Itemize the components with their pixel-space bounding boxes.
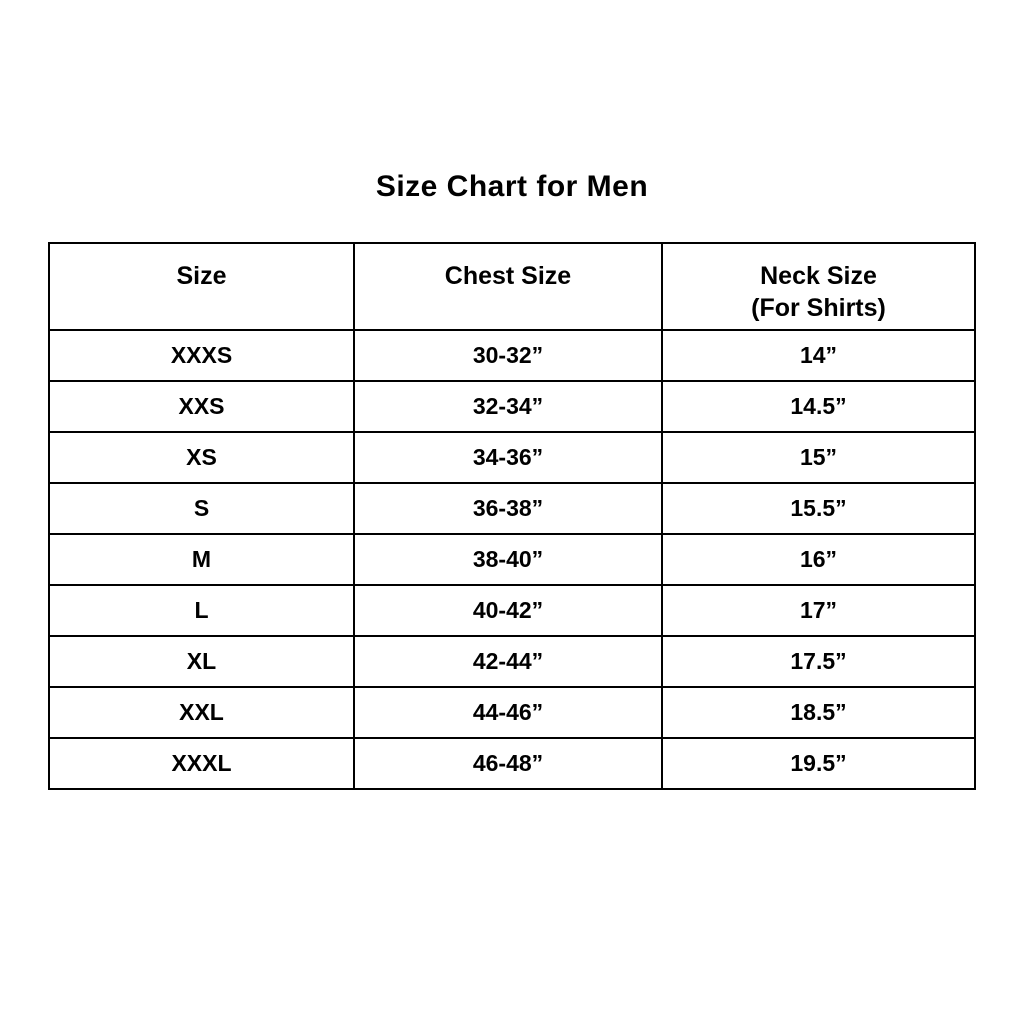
cell-size: S — [49, 483, 354, 534]
table-header-neck — [662, 243, 975, 330]
cell-size: XXXL — [49, 738, 354, 789]
cell-chest: 38-40” — [354, 534, 662, 585]
table-header-neck-label: Neck Size — [760, 262, 877, 290]
cell-size: XXL — [49, 687, 354, 738]
table-header-neck-subtitle: (For Shirts) — [751, 294, 886, 322]
size-chart-table — [48, 242, 976, 790]
cell-size: XL — [49, 636, 354, 687]
table-header-size: Size — [49, 243, 354, 330]
table-row — [49, 585, 975, 636]
cell-chest: 30-32” — [354, 330, 662, 381]
cell-chest: 32-34” — [354, 381, 662, 432]
cell-size: XXXS — [49, 330, 354, 381]
table-header-row — [49, 243, 975, 330]
cell-chest: 46-48” — [354, 738, 662, 789]
cell-chest: 44-46” — [354, 687, 662, 738]
cell-size: XXS — [49, 381, 354, 432]
table-row — [49, 636, 975, 687]
cell-neck: 14” — [662, 330, 975, 381]
cell-size: M — [49, 534, 354, 585]
cell-neck: 14.5” — [662, 381, 975, 432]
table-body — [49, 330, 975, 789]
cell-neck: 15” — [662, 432, 975, 483]
table-row — [49, 432, 975, 483]
cell-neck: 16” — [662, 534, 975, 585]
cell-size: XS — [49, 432, 354, 483]
cell-size: L — [49, 585, 354, 636]
table-row — [49, 483, 975, 534]
table-header-chest: Chest Size — [354, 243, 662, 330]
cell-neck: 17.5” — [662, 636, 975, 687]
table-row — [49, 330, 975, 381]
cell-chest: 36-38” — [354, 483, 662, 534]
cell-neck: 19.5” — [662, 738, 975, 789]
cell-neck: 17” — [662, 585, 975, 636]
page-title: Size Chart for Men — [375, 170, 649, 203]
cell-neck: 18.5” — [662, 687, 975, 738]
table-row — [49, 738, 975, 789]
cell-chest: 40-42” — [354, 585, 662, 636]
cell-chest: 34-36” — [354, 432, 662, 483]
table-row — [49, 534, 975, 585]
table-row — [49, 687, 975, 738]
table-row — [49, 381, 975, 432]
cell-neck: 15.5” — [662, 483, 975, 534]
cell-chest: 42-44” — [354, 636, 662, 687]
